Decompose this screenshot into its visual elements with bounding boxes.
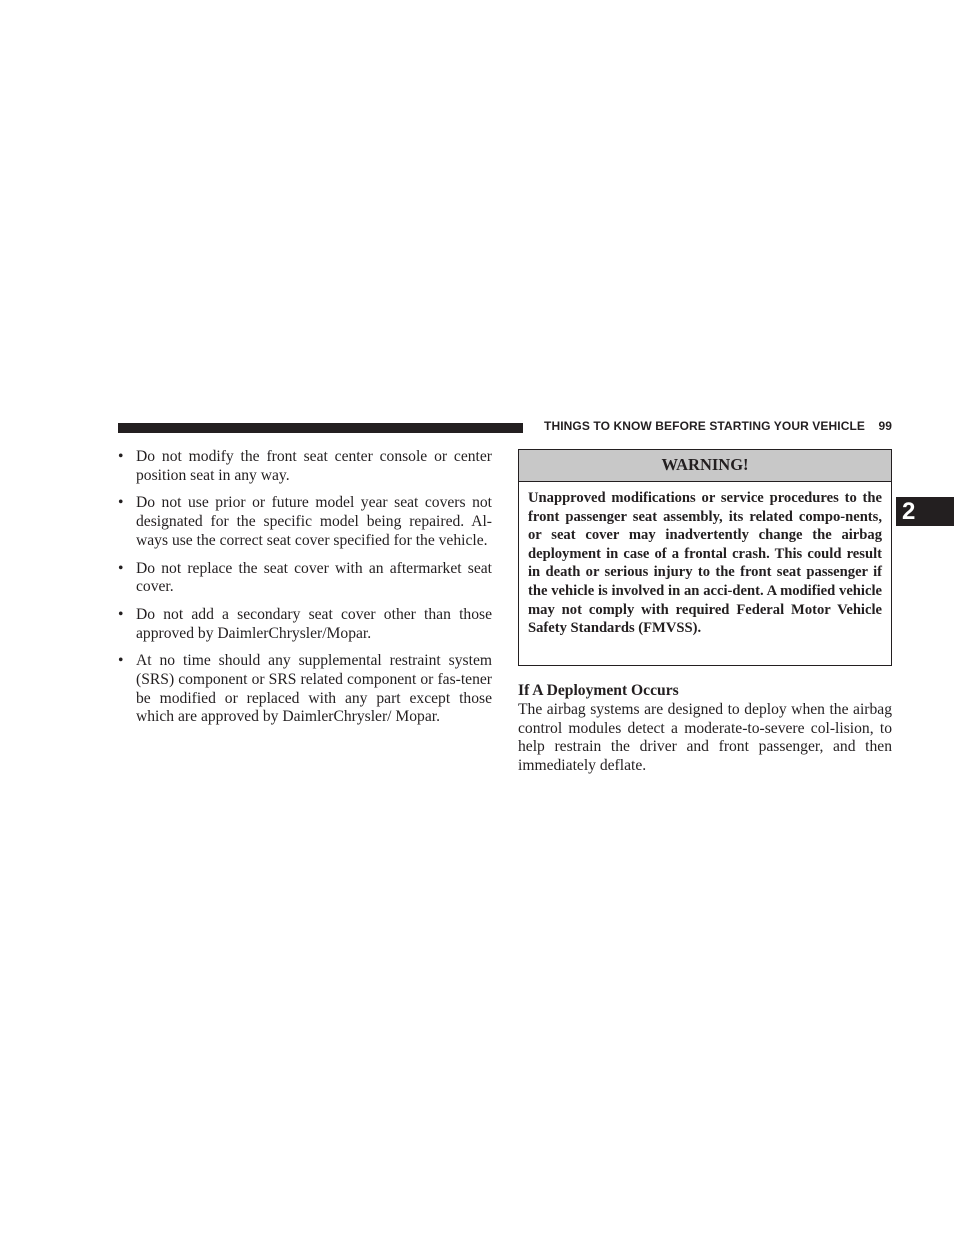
chapter-number: 2 — [902, 498, 916, 525]
bullet-icon: • — [118, 448, 124, 465]
bullet-icon: • — [118, 559, 124, 577]
running-header — [520, 419, 892, 433]
warning-box — [518, 449, 892, 666]
header-rule — [118, 423, 523, 433]
warning-body: Unapproved modifications or service procedures to the front passenger seat assembly, its related compo-nents, or seat cover may inadvertently change the airbag deployment in case of a frontal crash. This could result in death or serious injury to the front seat passenger if the vehicle is involved in an acci-dent. A modified vehicle may not comply with required Federal Motor Vehicle Safety Standards (FMVSS). — [528, 490, 882, 637]
seat-modification-list — [118, 448, 492, 736]
list-item-text: Do not modify the front seat center console or center position seat in any way. — [136, 448, 492, 484]
list-item — [118, 606, 492, 643]
list-item-text: Do not replace the seat cover with an aftermarket seat cover. — [136, 559, 492, 596]
section-title: THINGS TO KNOW BEFORE STARTING YOUR VEHICLE — [544, 419, 865, 433]
deployment-body: The airbag systems are designed to deploy when the airbag control modules detect a moderate-to-severe col-lision, to help restrain the driver and front passenger, and then immediately deflate. — [518, 701, 892, 775]
chapter-tab — [896, 497, 954, 526]
list-item — [118, 494, 492, 550]
list-item — [118, 652, 492, 727]
bullet-icon: • — [118, 652, 124, 670]
deployment-heading: If A Deployment Occurs — [518, 682, 679, 699]
page-number: 99 — [878, 419, 892, 433]
list-item — [118, 560, 492, 597]
list-item-text: Do not add a secondary seat cover other than those approved by DaimlerChrysler/Mopar. — [136, 605, 492, 642]
list-item-text: At no time should any supplemental restraint system (SRS) component or SRS related component or fas-tener be modified or replaced with any part except those which are approved by DaimlerChrysler/ Mopar. — [136, 652, 492, 726]
warning-title: WARNING! — [519, 450, 891, 482]
bullet-icon: • — [118, 605, 124, 623]
list-item-text: Do not use prior or future model year seat covers not designated for the specific model being repaired. Al-ways use the correct seat cover specified for the vehicle. — [136, 494, 492, 549]
list-item — [118, 448, 492, 485]
bullet-icon: • — [118, 494, 124, 512]
